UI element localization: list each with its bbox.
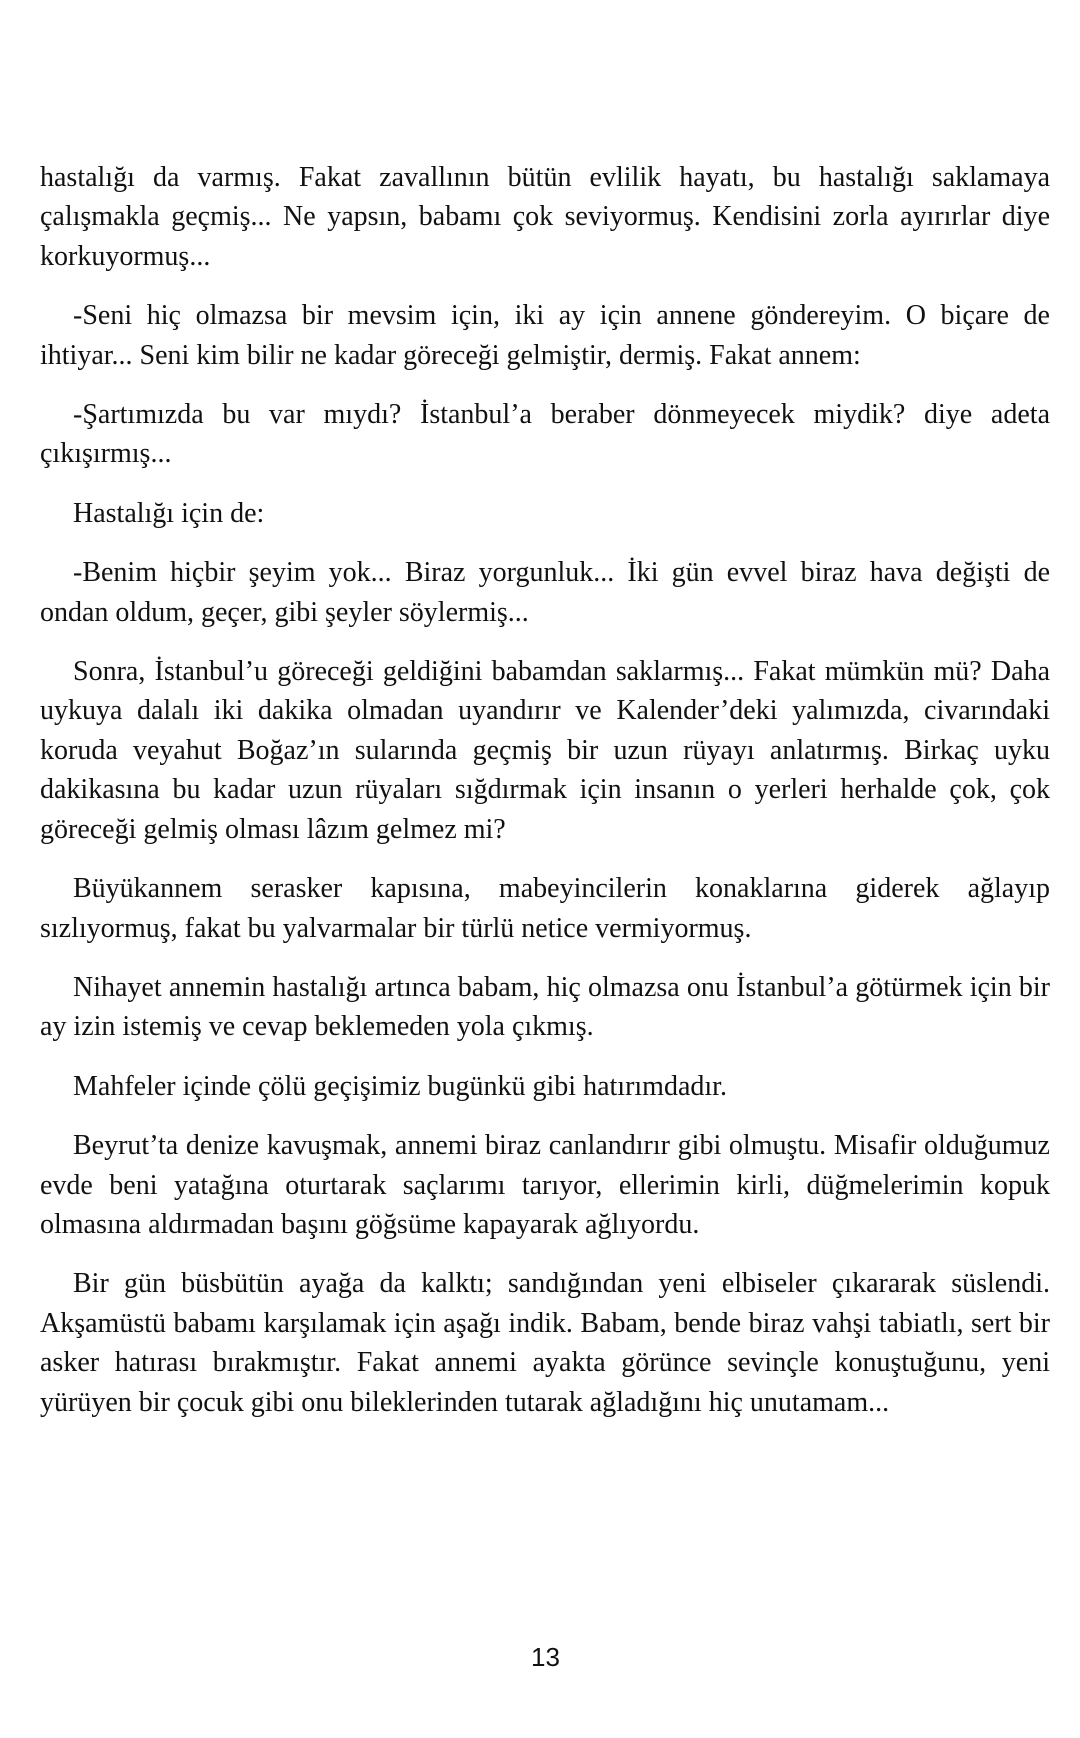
paragraph-beirut: Beyrut’ta denize kavuşmak, annemi biraz canlandırır gibi olmuştu. Misafir olduğumuz evde beni yatağına oturtarak saçlarımı tarıyor, ellerimin kirli, düğmelerimin kopuk olmasına aldırmadan başını göğsüme kapayarak ağlıyordu. (40, 1130, 1050, 1240)
book-page-body (40, 158, 1050, 1442)
paragraph-mother-recovers: Bir gün büsbütün ayağa da kalktı; sandığından yeni elbiseler çıkararak süslendi. Akşamüstü babamı karşılamak için aşağı indik. Babam, bende biraz vahşi tabiatlı, sert bir asker hatırası bırakmıştır. Fakat annemi ayakta görünce sevinçle konuştuğunu, yeni yürüyen bir çocuk gibi onu bileklerinden tutarak ağladığını hiç unutamam... (40, 1268, 1050, 1418)
paragraph-desert-crossing: Mahfeler içinde çölü geçişimiz bugünkü gibi hatırımdadır. (73, 1070, 727, 1102)
paragraph-grandmother-pleading: Büyükannem serasker kapısına, mabeyincilerin konaklarına giderek ağlayıp sızlıyormuş, fakat bu yalvarmalar bir türlü netice vermiyormuş. (40, 873, 1050, 944)
paragraph-continued: hastalığı da varmış. Fakat zavallının bütün evlilik hayatı, bu hastalığı saklamaya çalışmakla geçmiş... Ne yapsın, babamı çok seviyormuş. Kendisini zorla ayırırlar diye korkuyormuş... (40, 162, 1050, 272)
paragraph-dialogue-mother-proposal: -Seni hiç olmazsa bir mevsim için, iki ay için annene göndereyim. O biçare de ihtiyar... Seni kim bilir ne kadar göreceği gelmiştir, dermiş. Fakat annem: (40, 300, 1050, 371)
paragraph-dreams-of-istanbul: Sonra, İstanbul’u göreceği geldiğini babamdan saklarmış... Fakat mümkün mü? Daha uykuya dalalı iki dakika olmadan uyandırır ve Kalender’deki yalımızda, civarındaki koruda veyahut Boğaz’ın sularında geçmiş bir uzun rüyayı anlatırmış. Birkaç uyku dakikasına bu kadar uzun rüyaları sığdırmak için insanın o yerleri herhalde çok, çok göreceği gelmiş olması lâzım gelmez mi? (40, 656, 1050, 845)
paragraph-dialogue-nothing-wrong: -Benim hiçbir şeyim yok... Biraz yorgunluk... İki gün evvel biraz hava değişti de ondan oldum, geçer, gibi şeyler söylermiş... (40, 557, 1050, 628)
paragraph-illness-intro: Hastalığı için de: (73, 497, 265, 529)
paragraph-dialogue-reply: -Şartımızda bu var mıydı? İstanbul’a beraber dönmeyecek miydik? diye adeta çıkışırmış... (40, 399, 1050, 470)
page-number: 13 (531, 1642, 560, 1672)
paragraph-leave-request: Nihayet annemin hastalığı artınca babam, hiç olmazsa onu İstanbul’a götürmek için bir ay izin istemiş ve cevap beklemeden yola çıkmış. (40, 971, 1050, 1043)
